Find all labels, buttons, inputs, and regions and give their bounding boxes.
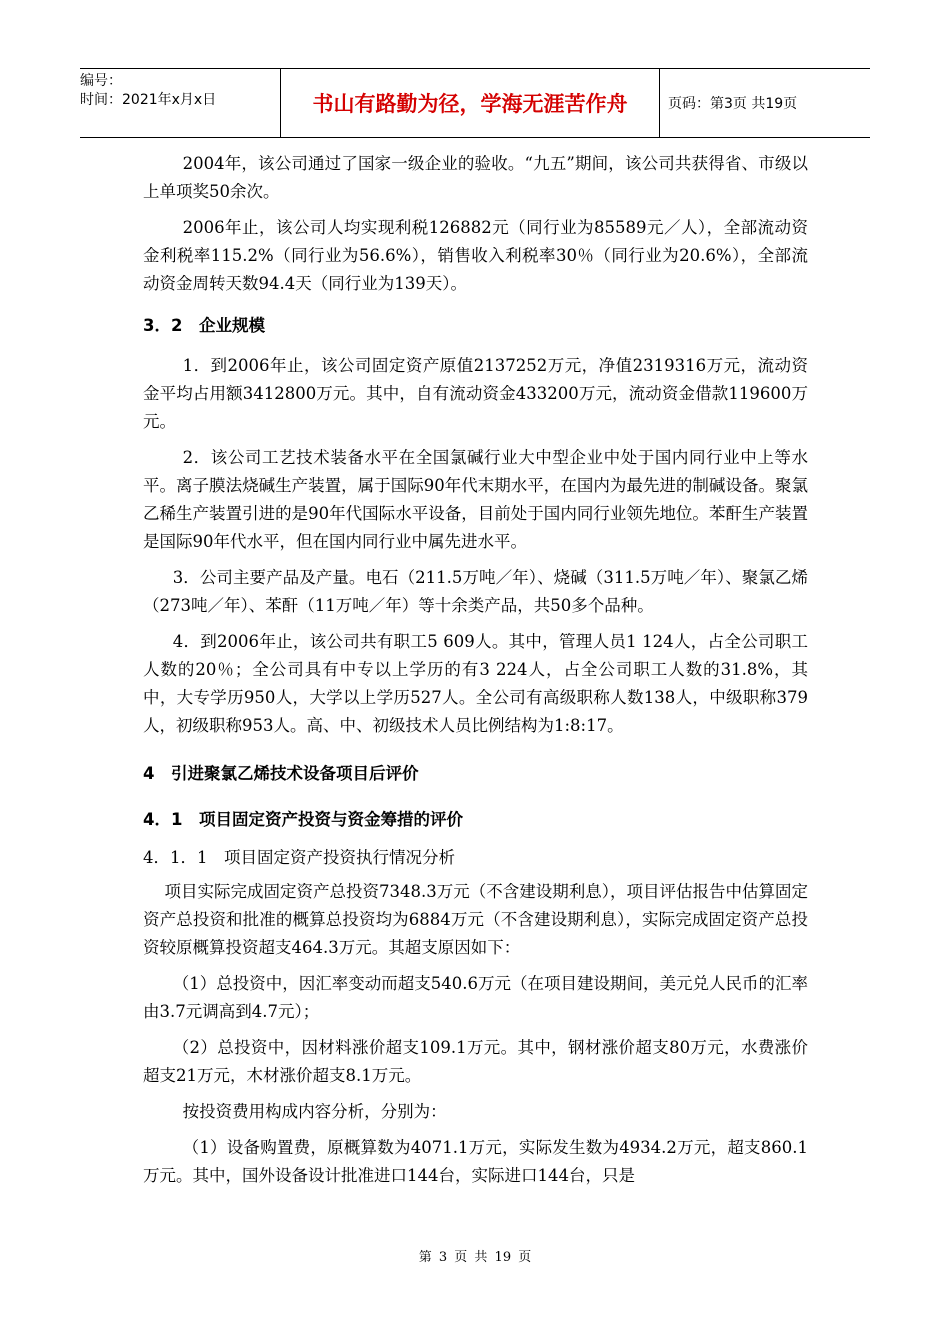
header-meta — [80, 69, 280, 137]
paragraph: 按投资费用构成内容分析，分别为： — [182, 1102, 447, 1121]
paragraph: 2004年，该公司通过了国家一级企业的验收。“九五”期间，该公司共获得省、市级以上单项奖50余次。 — [143, 154, 808, 201]
page-footer: 第 3 页 共 19 页 — [418, 1250, 532, 1265]
chapter-heading: 4 引进聚氯乙烯技术设备项目后评价 — [143, 764, 419, 783]
header-page-info: 页码：第3页 共19页 — [668, 96, 798, 112]
section-heading: 3．2 企业规模 — [143, 316, 265, 335]
paragraph: 3．公司主要产品及产量。电石（211.5万吨／年）、烧碱（311.5万吨／年）、聚氯乙烯（273吨／年）、苯酐（11万吨／年）等十余类产品，共50多个品种。 — [143, 568, 808, 615]
paragraph: （1）总投资中，因汇率变动而超支540.6万元（在项目建设期间，美元兑人民币的汇率由3.7元调高到4.7元）； — [143, 974, 808, 1021]
document-body — [143, 150, 808, 1198]
doc-time-label: 时间：2021年x月x日 — [80, 92, 217, 108]
paragraph: 4．到2006年止，该公司共有职工5 609人。其中，管理人员1 124人，占全公司职工人数的20％；全公司具有中专以上学历的有3 224人，占全公司职工人数的31.8%，其中，大专学历950人，大学以上学历527人。全公司有高级职称人数138人，中级职称379人，初级职称953人。高、中、初级技术人员比例结构为1:8:17。 — [143, 632, 808, 735]
paragraph: 2．该公司工艺技术装备水平在全国氯碱行业大中型企业中处于国内同行业中上等水平。离子膜法烧碱生产装置，属于国际90年代末期水平，在国内为最先进的制碱设备。聚氯乙稀生产装置引进的是90年代国际水平设备，目前处于国内同行业领先地位。苯酐生产装置是国际90年代水平，但在国内同行业中属先进水平。 — [143, 448, 808, 551]
paragraph: 2006年止，该公司人均实现利税126882元（同行业为85589元／人），全部流动资金利税率115.2%（同行业为56.6%），销售收入利税率30％（同行业为20.6%），全部流动资金周转天数94.4天（同行业为139天）。 — [143, 218, 808, 293]
paragraph: 1．到2006年止，该公司固定资产原值2137252万元，净值2319316万元，流动资金平均占用额3412800万元。其中，自有流动资金433200万元，流动资金借款119600万元。 — [143, 356, 808, 431]
page-header — [80, 68, 870, 138]
paragraph: （1）设备购置费，原概算数为4071.1万元，实际发生数为4934.2万元，超支860.1万元。其中，国外设备设计批准进口144台，实际进口144台，只是 — [143, 1138, 808, 1185]
doc-number-label: 编号： — [80, 73, 122, 89]
header-motto: 书山有路勤为径，学海无涯苦作舟 — [280, 69, 660, 137]
section-heading: 4．1 项目固定资产投资与资金筹措的评价 — [143, 810, 463, 829]
paragraph: 项目实际完成固定资产总投资7348.3万元（不含建设期利息），项目评估报告中估算固定资产总投资和批准的概算总投资均为6884万元（不含建设期利息），实际完成固定资产总投资较原概算投资超支464.3万元。其超支原因如下： — [143, 882, 808, 957]
subsection-heading: 4．1．1 项目固定资产投资执行情况分析 — [143, 848, 455, 867]
paragraph: （2）总投资中，因材料涨价超支109.1万元。其中，钢材涨价超支80万元，水费涨价超支21万元，木材涨价超支8.1万元。 — [143, 1038, 808, 1085]
